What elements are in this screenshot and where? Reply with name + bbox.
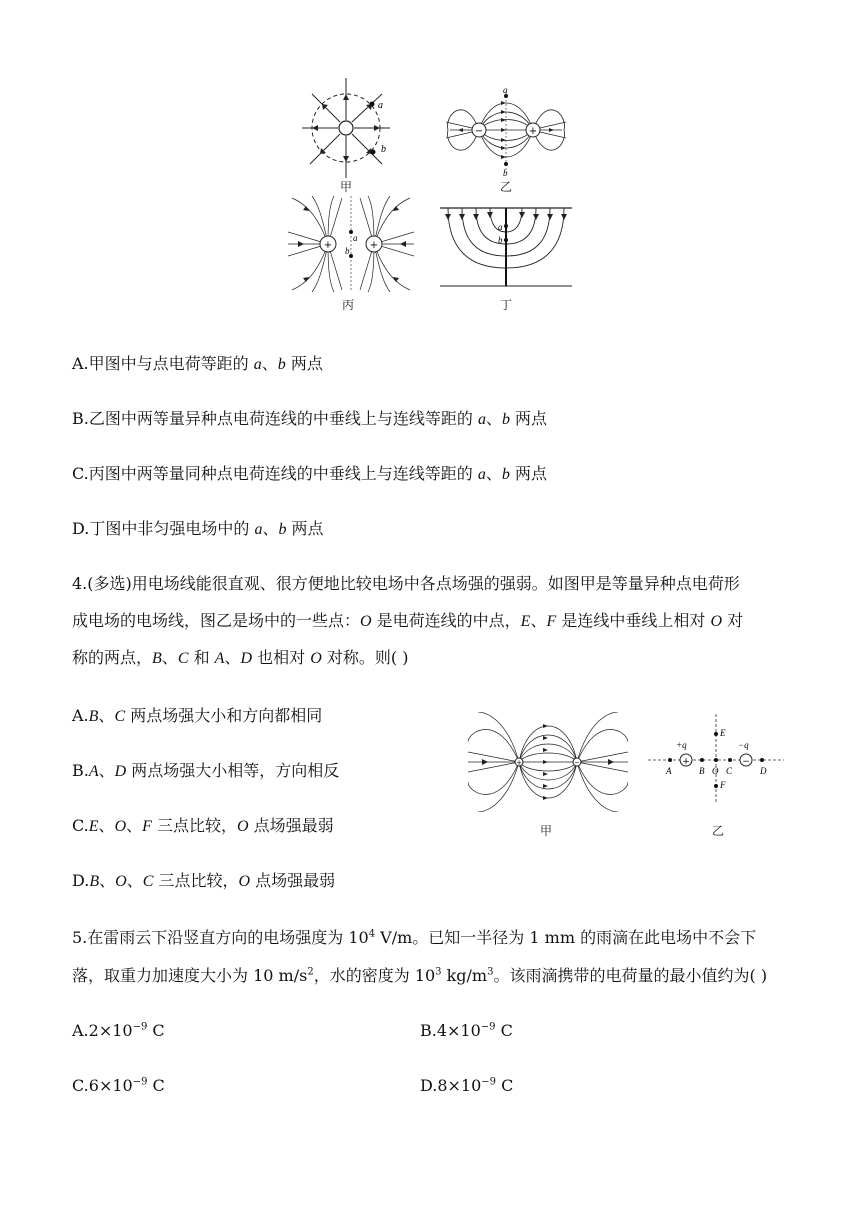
yi-neg-sign: − bbox=[474, 126, 484, 137]
q4-yi-label-d: D bbox=[760, 766, 767, 776]
q5-stem-line1: 5.在雷雨云下沿竖直方向的电场强度为 $10^4$ V/m。已知一半径为 1 mm 的雨滴在此电场中不会下 bbox=[72, 928, 757, 947]
q5-option-c: $C.6\times 10^{-9}$ C bbox=[72, 1076, 165, 1095]
bing-label-a: a bbox=[353, 233, 358, 243]
q5-option-d: $D.8\times 10^{-9}$ C bbox=[420, 1076, 514, 1095]
caption-jia: 甲 bbox=[340, 180, 353, 194]
q4-caption-yi: 乙 bbox=[712, 824, 725, 838]
q4-figure-jia bbox=[468, 712, 628, 812]
q4-stem-line1: 4.(多选)用电场线能很直观、很方便地比较电场中各点场强的强弱。如图甲是等量异种点电荷形 bbox=[72, 574, 740, 593]
q4-yi-pos-sign: + bbox=[682, 757, 690, 767]
yi-label-b: b bbox=[503, 168, 508, 178]
q5-stem-line2: 落，取重力加速度大小为 10 $m/s^2$，水的密度为 $10^3$ $kg/m^3$。该雨滴携带的电荷量的最小值约为( ) bbox=[72, 966, 768, 985]
jia-label-a: a bbox=[378, 100, 383, 111]
q5-option-a: $A.2\times 10^{-9}$ C bbox=[72, 1021, 165, 1040]
q4-option-d: D.B、O、C 三点比较，O 点场强最弱 bbox=[72, 871, 336, 890]
q4-caption-jia: 甲 bbox=[540, 824, 553, 838]
figure-yi bbox=[446, 84, 566, 180]
yi-pos-sign: + bbox=[528, 126, 538, 137]
bing-pos-sign-left: + bbox=[323, 240, 333, 251]
bing-label-b: b bbox=[345, 246, 350, 256]
q4-stem-line2: 成电场的电场线，图乙是场中的一些点：O 是电荷连线的中点，E、F 是连线中垂线上相对 O 对 bbox=[72, 611, 744, 630]
q3-option-c: C.丙图中两等量同种点电荷连线的中垂线上与连线等距的 a、b 两点 bbox=[72, 464, 547, 483]
q3-option-d: D.丁图中非匀强电场中的 a、b 两点 bbox=[72, 519, 324, 538]
jia-label-b: b bbox=[381, 144, 386, 155]
q4-yi-neg-sign: − bbox=[742, 757, 750, 767]
q4-yi-label-b: B bbox=[699, 766, 705, 776]
q4-yi-label-c: C bbox=[726, 766, 733, 776]
q4-yi-label-e: E bbox=[720, 728, 726, 738]
q4-yi-label-o: O bbox=[712, 766, 719, 776]
ding-label-b: b bbox=[498, 235, 503, 245]
ding-label-a: a bbox=[498, 222, 503, 232]
q4-option-a: A.B、C 两点场强大小和方向都相同 bbox=[72, 706, 323, 725]
q4-jia-neg-sign: − bbox=[574, 759, 580, 767]
q5-option-b: $B.4\times 10^{-9}$ C bbox=[420, 1021, 513, 1040]
caption-ding: 丁 bbox=[500, 298, 513, 312]
figure-jia bbox=[298, 78, 398, 178]
bing-pos-sign-right: + bbox=[369, 240, 379, 251]
q4-option-b: B.A、D 两点场强大小相等，方向相反 bbox=[72, 761, 340, 780]
figure-ding bbox=[440, 206, 572, 288]
q3-option-a: A.甲图中与点电荷等距的 a、b 两点 bbox=[72, 354, 323, 373]
q4-yi-label-pq: +q bbox=[676, 740, 687, 750]
caption-yi: 乙 bbox=[500, 180, 513, 194]
q4-yi-label-a: A bbox=[666, 766, 672, 776]
yi-label-a: a bbox=[503, 85, 508, 95]
figure-bing bbox=[288, 196, 414, 292]
q4-yi-label-nq: −q bbox=[738, 740, 749, 750]
q4-stem-line3: 称的两点，B、C 和 A、D 也相对 O 对称。则( ) bbox=[72, 648, 409, 667]
q4-jia-pos-sign: + bbox=[516, 759, 522, 767]
q4-yi-label-f: F bbox=[720, 780, 726, 790]
q3-option-b: B.乙图中两等量异种点电荷连线的中垂线上与连线等距的 a、b 两点 bbox=[72, 409, 548, 428]
caption-bing: 丙 bbox=[342, 298, 355, 312]
q4-option-c: C.E、O、F 三点比较，O 点场强最弱 bbox=[72, 816, 334, 835]
q4-figure-yi bbox=[648, 714, 784, 804]
